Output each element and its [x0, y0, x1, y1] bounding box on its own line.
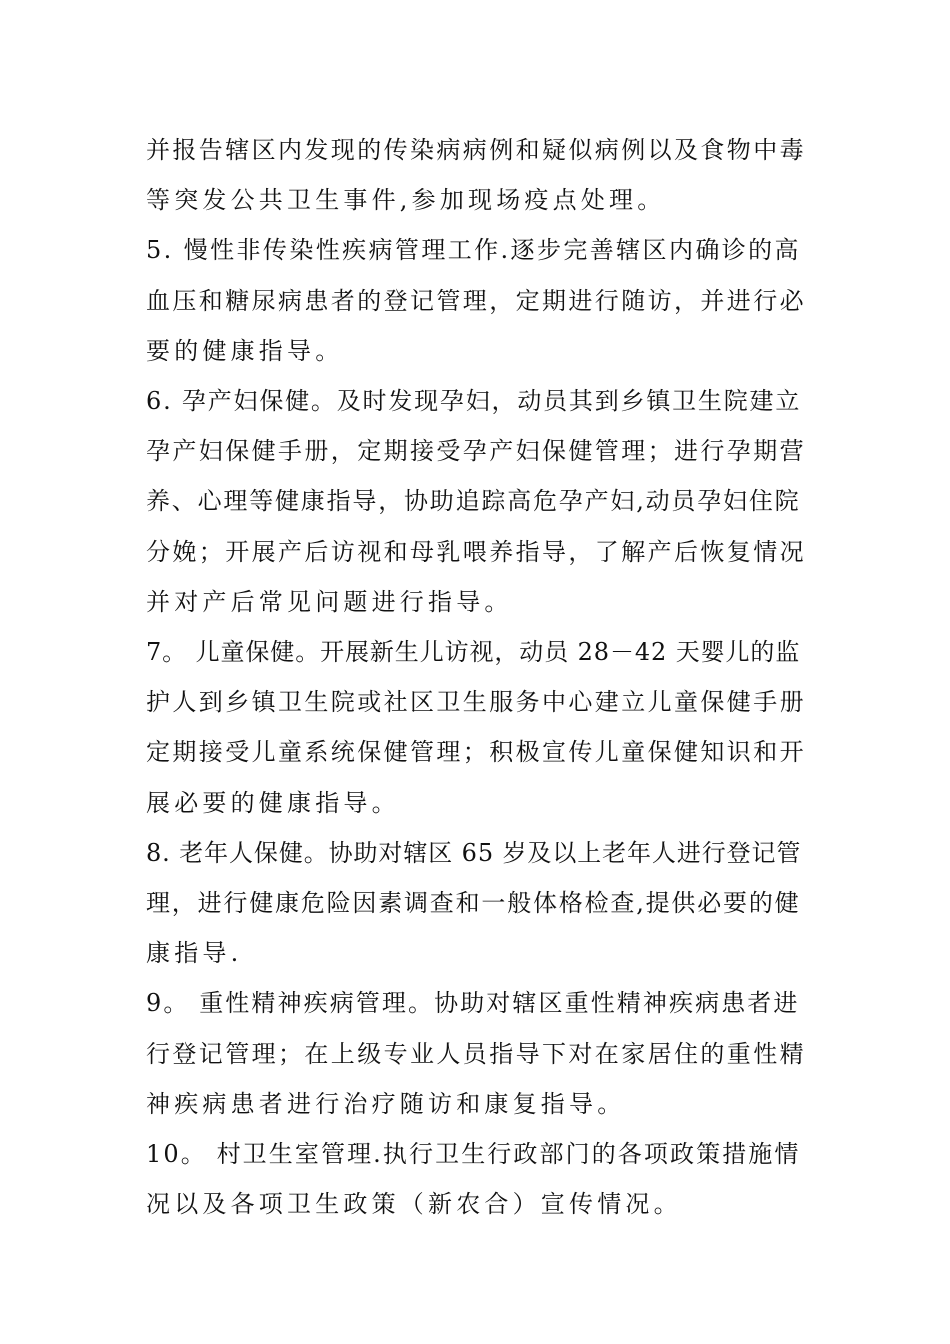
paragraph-line: 等突发公共卫生事件,参加现场疫点处理。 [146, 186, 666, 214]
paragraph-first-line: 10。 村卫生室管理.执行卫生行政部门的各项政策措施情 [146, 1140, 801, 1168]
paragraph-line: 并对产后常见问题进行指导。 [146, 588, 513, 616]
paragraph-line: 养、心理等健康指导，协助追踪高危孕产妇,动员孕妇住院 [146, 487, 801, 515]
paragraph-line: 况以及各项卫生政策（新农合）宣传情况。 [146, 1190, 682, 1218]
paragraph-first-line: 8. 老年人保健。协助对辖区 65 岁及以上老年人进行登记管 [146, 839, 802, 867]
paragraph-first-line: 6. 孕产妇保健。及时发现孕妇，动员其到乡镇卫生院建立 [146, 387, 802, 415]
paragraph-first-line: 并报告辖区内发现的传染病病例和疑似病例以及食物中毒 [146, 136, 806, 164]
paragraph-line: 血压和糖尿病患者的登记管理，定期进行随访，并进行必 [146, 287, 806, 315]
paragraph-line: 展必要的健康指导。 [146, 789, 400, 817]
paragraph-line: 定期接受儿童系统保健管理；积极宣传儿童保健知识和开 [146, 738, 806, 766]
paragraph-line: 护人到乡镇卫生院或社区卫生服务中心建立儿童保健手册 [146, 688, 806, 716]
paragraph-line: 神疾病患者进行治疗随访和康复指导。 [146, 1090, 626, 1118]
paragraph-line: 要的健康指导。 [146, 337, 344, 365]
paragraph-first-line: 5. 慢性非传染性疾病管理工作.逐步完善辖区内确诊的高 [146, 236, 801, 264]
paragraph-line: 孕产妇保健手册，定期接受孕产妇保健管理；进行孕期营 [146, 437, 806, 465]
paragraph-line: 行登记管理；在上级专业人员指导下对在家居住的重性精 [146, 1040, 806, 1068]
paragraph-first-line: 7。 儿童保健。开展新生儿访视，动员 28－42 天婴儿的监 [146, 638, 801, 666]
paragraph-line: 分娩；开展产后访视和母乳喂养指导，了解产后恢复情况 [146, 538, 806, 566]
paragraph-first-line: 9。 重性精神疾病管理。协助对辖区重性精神疾病患者进 [146, 989, 800, 1017]
paragraph-line: 理，进行健康危险因素调查和一般体格检查,提供必要的健 [146, 889, 801, 917]
paragraph-line: 康指导. [146, 939, 243, 967]
